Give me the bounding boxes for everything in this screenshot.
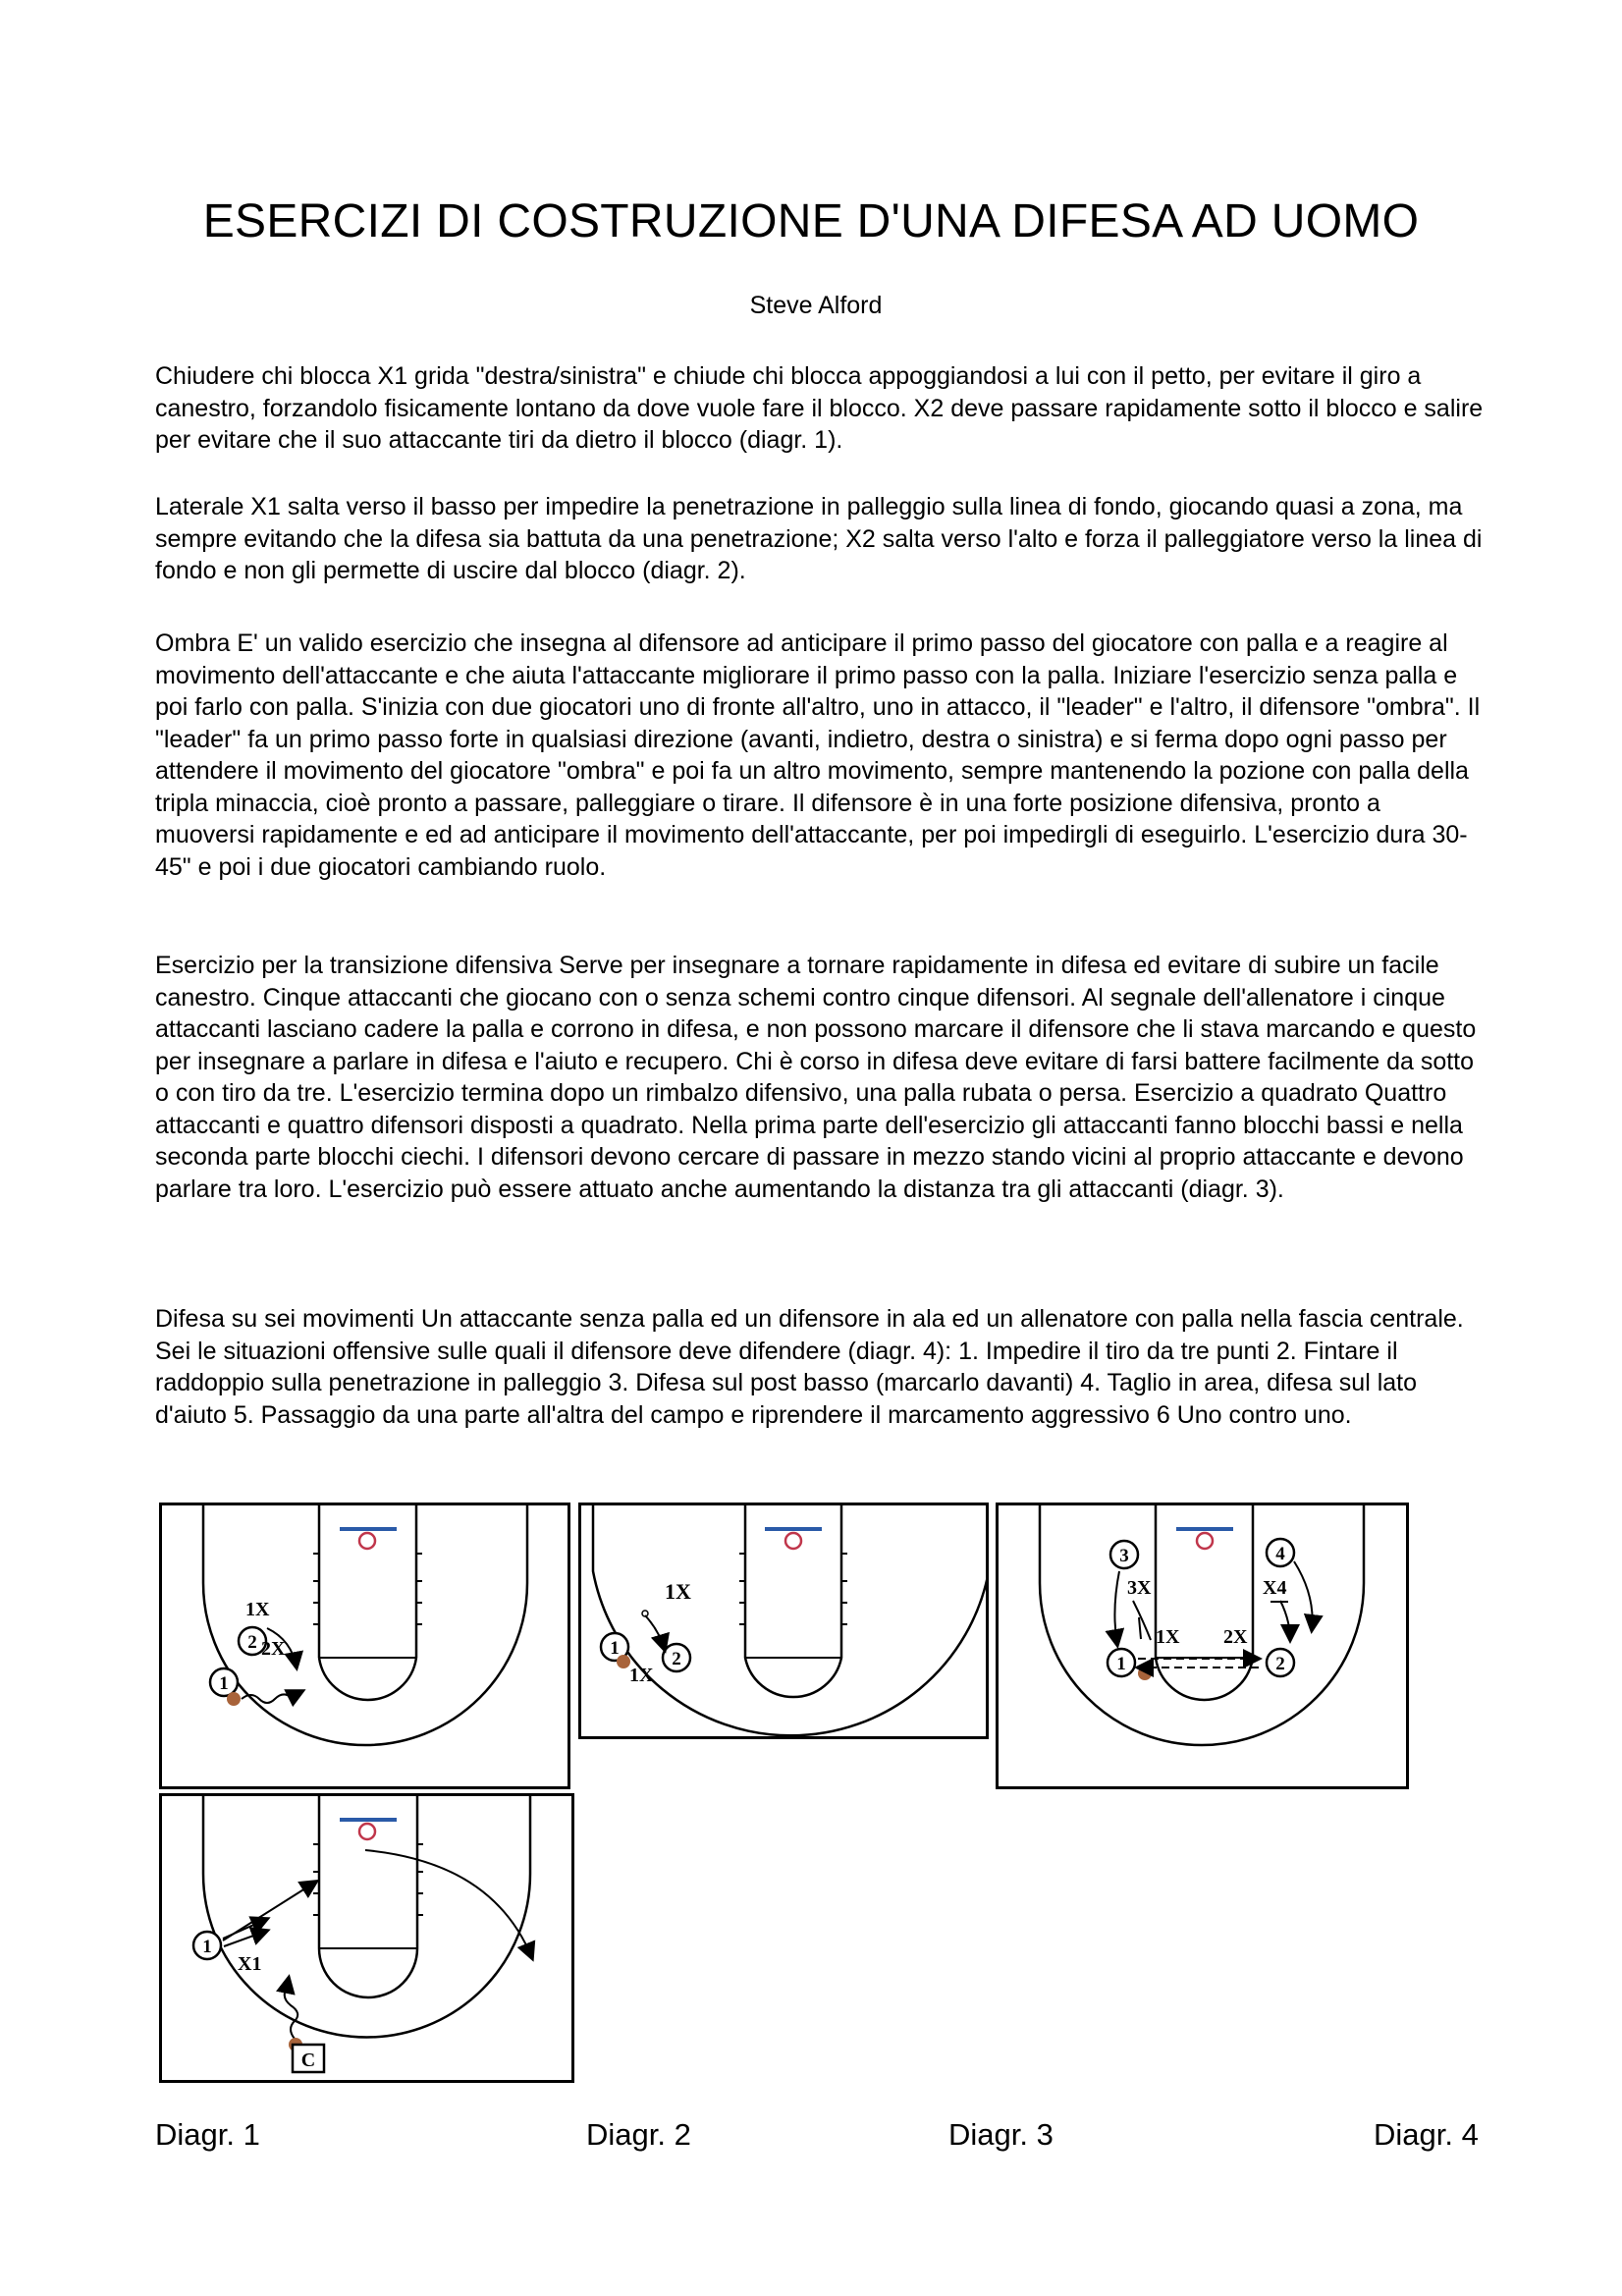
paragraph-chiudere: Chiudere chi blocca X1 grida "destra/sinistra" e chiude chi blocca appoggiandosi a lui con il petto, per evitare il giro a canestro, forzandolo fisicamente lontano da dove vuole fare il blocco. X2 deve passare rapidamente sotto il blocco e salire per evitare che il suo attaccante tiri da dietro il blocco (diagr. 1). — [155, 362, 1484, 454]
document-title: ESERCIZI DI COSTRUZIONE D'UNA DIFESA AD UOMO — [202, 195, 1420, 247]
svg-text:C: C — [300, 2050, 316, 2071]
caption-diagram-3: Diagr. 3 — [948, 2117, 1054, 2152]
svg-text:1: 1 — [610, 1638, 620, 1659]
paragraph-ombra: Ombra E' un valido esercizio che insegna al difensore ad anticipare il primo passo del giocatore con palla e a reagire al movimento dell'attaccante e che aiuta l'attaccante migliorare il primo passo con la palla. Iniziare l'esercizio senza palla e poi farlo con palla. S'inizia con due giocatori uno di fronte all'altro, uno in attacco, il "leader" e l'altro, il difensore "ombra". Il "leader" fa un primo passo forte in qualsiasi direzione (avanti, indietro, destra o sinistra) e si ferma dopo ogni passo per attendere il movimento del giocatore "ombra" e poi fa un altro movimento, sempre mantenendo la pozione con palla della tripla minaccia, cioè pronto a passare, palleggiare o tirare. Il difensore è in una forte posizione difensiva, pronto a muoversi rapidamente e ed ad anticipare il movimento dell'attaccante, per poi impedirgli di eseguirlo. L'esercizio dura 30-45" e poi i due giocatori cambiando ruolo. — [155, 629, 1481, 881]
diagram-4 — [159, 1793, 574, 2083]
caption-diagram-4: Diagr. 4 — [1374, 2117, 1479, 2152]
svg-text:2: 2 — [672, 1649, 681, 1669]
caption-diagram-2: Diagr. 2 — [586, 2117, 691, 2152]
ball — [1138, 1667, 1152, 1680]
paragraph-transizione: Esercizio per la transizione difensiva Serve per insegnare a tornare rapidamente in difesa ed evitare di subire un facile canestro. Cinque attaccanti che giocano con o senza schemi contro cinque difensori. Al segnale dell'allenatore i cinque attaccanti lasciano cadere la palla e corrono in difesa, e non possono marcare il difensore che li stava marcando e questo per insegnare a parlare in difesa e l'aiuto e recupero. Chi è corso in difesa deve evitare di farsi battere facilmente da sotto o con tiro da tre. L'esercizio termina dopo un rimbalzo difensivo, una palla rubata o persa. Esercizio a quadrato Quattro attaccanti e quattro difensori disposti a quadrato. Nella prima parte dell'esercizio gli attaccanti fanno blocchi bassi e nella seconda parte blocchi ciechi. I difensori devono cercare di passare in mezzo stando vicini al proprio attaccante e devono parlare tra loro. L'esercizio può essere attuato anche aumentando la distanza tra gli attaccanti (diagr. 3). — [155, 952, 1477, 1203]
svg-text:1X: 1X — [665, 1579, 691, 1604]
svg-text:1: 1 — [219, 1673, 229, 1694]
diagram-3 — [996, 1503, 1409, 1789]
ball — [227, 1692, 241, 1706]
svg-text:1: 1 — [202, 1937, 212, 1957]
paragraph-sei-movimenti: Difesa su sei movimenti Un attaccante senza palla ed un difensore in ala ed un allenatore con palla nella fascia centrale. Sei le situazioni offensive sulle quali il difensore deve difendere (diagr. 4): 1. Impedire il tiro da tre punti 2. Fintare il raddoppio sulla penetrazione in palleggio 3. Difesa sul post basso (marcarlo davanti) 4. Taglio in area, difesa sul lato d'aiuto 5. Passaggio da una parte all'altra del campo e riprendere il marcamento aggressivo 6 Uno contro uno. — [155, 1305, 1464, 1429]
svg-text:1: 1 — [1116, 1654, 1126, 1674]
svg-text:2: 2 — [1275, 1654, 1285, 1674]
svg-text:1X: 1X — [629, 1665, 654, 1686]
svg-text:2X: 2X — [261, 1638, 286, 1660]
svg-text:X1: X1 — [238, 1953, 262, 1975]
svg-text:2X: 2X — [1223, 1626, 1248, 1648]
svg-text:1X: 1X — [1156, 1626, 1180, 1648]
svg-text:3: 3 — [1119, 1546, 1129, 1566]
svg-text:1X: 1X — [245, 1599, 270, 1620]
paragraph-laterale: Laterale X1 salta verso il basso per impedire la penetrazione in palleggio sulla linea di fondo, giocando quasi a zona, ma sempre evitando che la difesa sia battuta da una penetrazione; X2 salta verso l'alto e forza il palleggiatore verso la linea di fondo e non gli permette di uscire dal blocco (diagr. 2). — [155, 493, 1483, 584]
ball — [617, 1655, 630, 1668]
svg-text:2: 2 — [247, 1632, 257, 1653]
diagram-1 — [159, 1503, 570, 1789]
author-name: Steve Alford — [749, 292, 883, 319]
caption-diagram-1: Diagr. 1 — [155, 2117, 260, 2152]
svg-text:4: 4 — [1275, 1544, 1285, 1564]
diagram-2 — [578, 1503, 989, 1789]
svg-text:X4: X4 — [1263, 1577, 1287, 1599]
svg-text:3X: 3X — [1127, 1577, 1152, 1599]
